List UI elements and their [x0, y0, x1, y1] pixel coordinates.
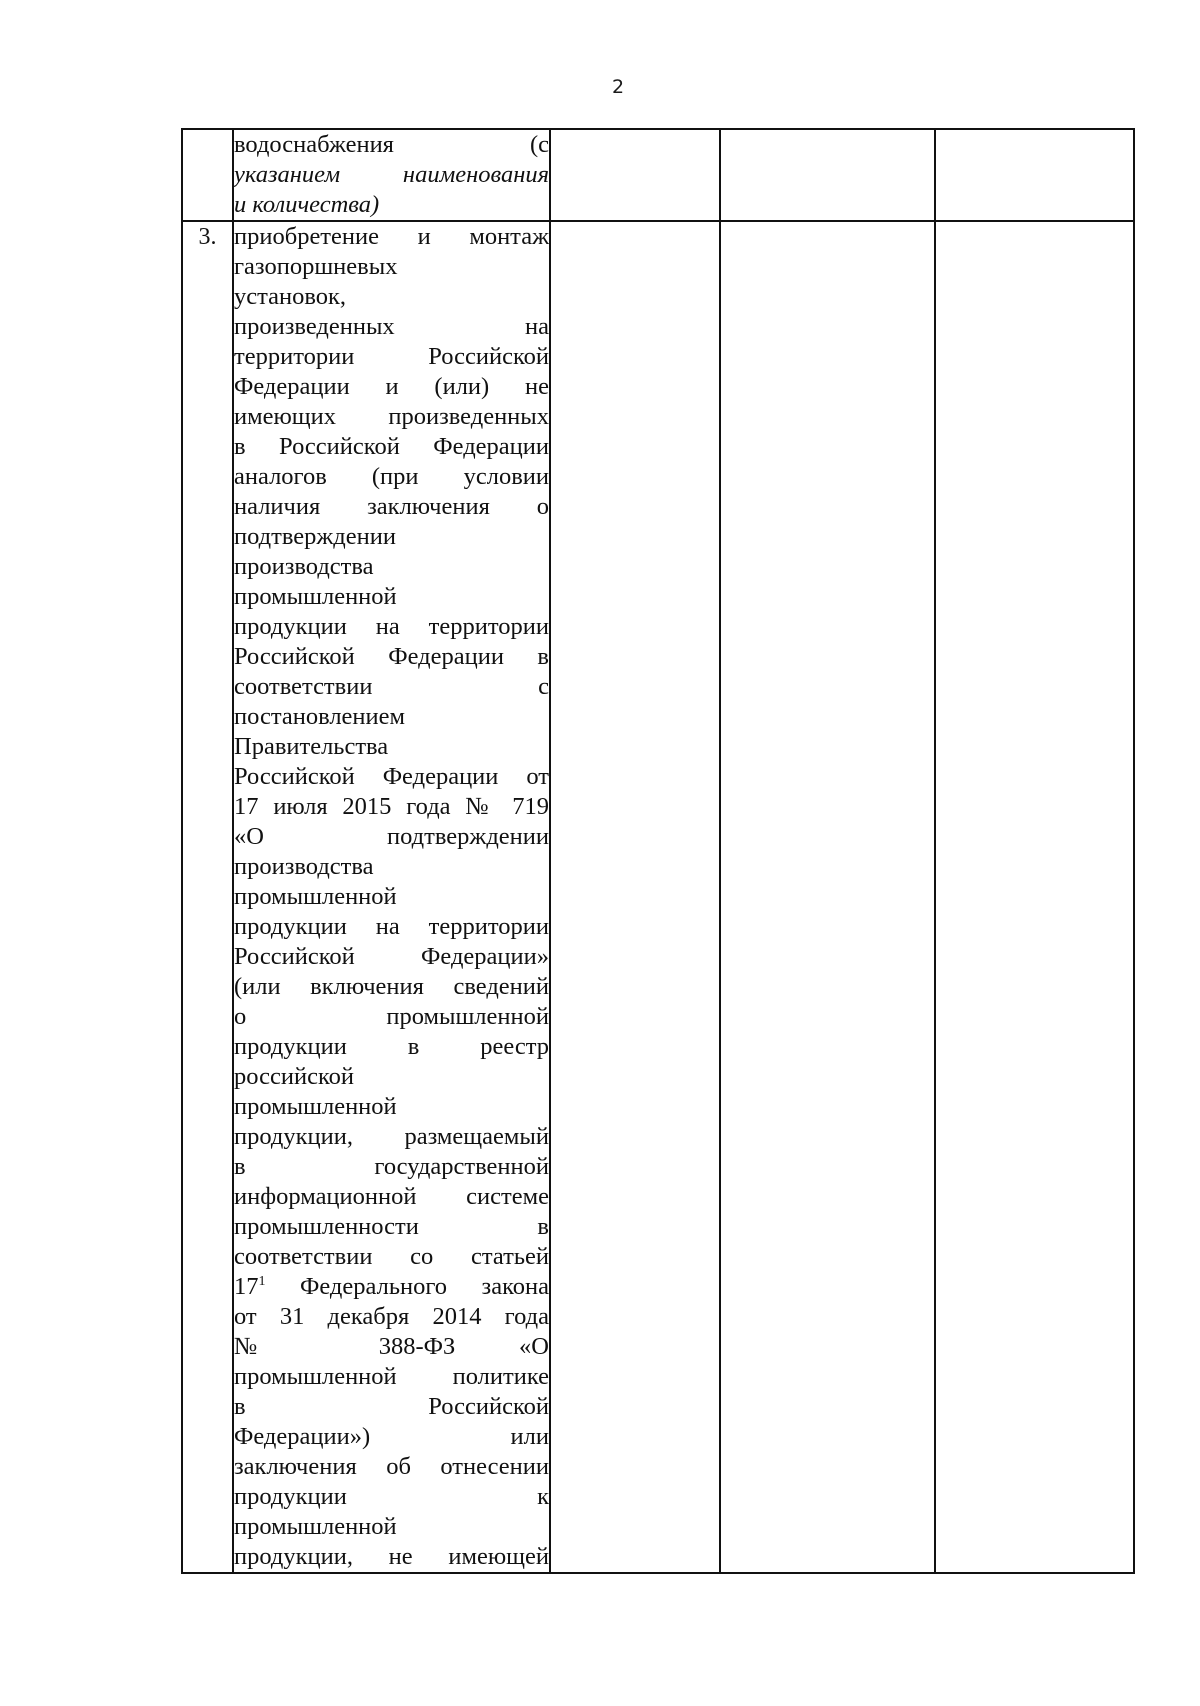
- text-line: [234, 1212, 549, 1242]
- description-cell: [233, 221, 550, 1573]
- text-line: [234, 402, 549, 432]
- text-line: [234, 1482, 549, 1512]
- text-line: [234, 1122, 549, 1152]
- superscript: 1: [258, 1274, 266, 1289]
- column-3-cell: [550, 221, 720, 1573]
- text-segment: имеющих произведенных: [234, 403, 549, 430]
- text-segment: заключения об отнесении: [234, 1453, 549, 1480]
- text-line: [234, 672, 549, 702]
- text-line: [234, 612, 549, 642]
- text-segment: Российской Федерации»: [234, 943, 549, 970]
- text-line: [234, 522, 549, 552]
- text-line: [234, 642, 549, 672]
- text-segment: промышленной: [234, 1513, 397, 1540]
- text-line: [234, 1242, 549, 1272]
- text-segment: промышленной: [234, 1093, 397, 1120]
- text-segment: Федерации и (или) не: [234, 373, 549, 400]
- text-line: [234, 252, 549, 282]
- text-line: [234, 1062, 549, 1092]
- text-segment: Российской Федерации в: [234, 643, 549, 670]
- text-segment: продукции, не имеющей: [234, 1543, 549, 1570]
- text-line: [234, 1512, 549, 1542]
- text-line: [234, 1332, 549, 1362]
- text-line: [234, 792, 549, 822]
- text-segment: Правительства: [234, 733, 389, 760]
- description-cell: [233, 129, 550, 221]
- text-line: [234, 1452, 549, 1482]
- text-line: [234, 432, 549, 462]
- text-line: [234, 1272, 549, 1302]
- text-segment: информационной системе: [234, 1183, 549, 1210]
- text-line: [234, 582, 549, 612]
- text-segment: промышленной: [234, 583, 397, 610]
- column-4-cell: [720, 129, 935, 221]
- text-segment: 17 июля 2015 года № 719: [234, 793, 549, 820]
- text-segment: о промышленной: [234, 1003, 549, 1030]
- text-segment: произведенных на: [234, 313, 549, 340]
- text-line: [234, 912, 549, 942]
- column-4-cell: [720, 221, 935, 1573]
- text-line: [234, 552, 549, 582]
- text-segment: «О подтверждении: [234, 823, 549, 850]
- text-line: [234, 1362, 549, 1392]
- text-segment: установок,: [234, 283, 347, 310]
- text-line: [234, 282, 549, 312]
- column-3-cell: [550, 129, 720, 221]
- text-line: [234, 372, 549, 402]
- text-segment: продукции, размещаемый: [234, 1123, 549, 1150]
- description-lines: [234, 222, 549, 1572]
- text-segment: продукции в реестр: [234, 1033, 549, 1060]
- text-line: [234, 130, 549, 160]
- text-line: [234, 462, 549, 492]
- text-line: [234, 882, 549, 912]
- text-line: [234, 822, 549, 852]
- text-segment: соответствии с: [234, 673, 549, 700]
- text-segment: Российской Федерации от: [234, 763, 549, 790]
- text-segment: постановлением: [234, 703, 406, 730]
- text-line: [234, 702, 549, 732]
- table-row-3: [182, 221, 1134, 1573]
- text-segment: 17: [234, 1273, 259, 1300]
- text-line: [234, 1032, 549, 1062]
- text-segment: в государственной: [234, 1153, 549, 1180]
- text-segment: российской: [234, 1063, 354, 1090]
- text-segment: продукции на территории: [234, 613, 549, 640]
- text-line: [234, 972, 549, 1002]
- text-segment: в Российской: [234, 1393, 549, 1420]
- text-segment: водоснабжения (с: [234, 131, 549, 158]
- text-line: [234, 1152, 549, 1182]
- text-segment: указанием наименования: [234, 161, 549, 188]
- text-line: [234, 762, 549, 792]
- text-line: [234, 222, 549, 252]
- text-segment: Федерации») или: [234, 1423, 549, 1450]
- text-line: [234, 492, 549, 522]
- text-segment: аналогов (при условии: [234, 463, 549, 490]
- text-segment: территории Российской: [234, 343, 549, 370]
- text-line: [234, 160, 549, 190]
- text-line: [234, 190, 549, 220]
- column-5-cell: [935, 221, 1134, 1573]
- text-segment: промышленности в: [234, 1213, 549, 1240]
- text-segment: (или включения сведений: [234, 973, 549, 1000]
- text-segment: от 31 декабря 2014 года: [234, 1303, 549, 1330]
- text-segment: в Российской Федерации: [234, 433, 549, 460]
- text-segment: продукции на территории: [234, 913, 549, 940]
- row-number-cell: [182, 129, 233, 221]
- text-segment: промышленной политике: [234, 1363, 549, 1390]
- text-segment: и количества): [234, 191, 380, 218]
- text-line: [234, 1002, 549, 1032]
- column-5-cell: [935, 129, 1134, 221]
- page-number: 2: [611, 76, 625, 98]
- text-line: [234, 1542, 549, 1572]
- text-line: [234, 1422, 549, 1452]
- text-segment: Федерального закона: [265, 1273, 549, 1300]
- text-line: [234, 852, 549, 882]
- text-segment: производства: [234, 853, 374, 880]
- text-segment: продукции к: [234, 1483, 549, 1510]
- text-segment: наличия заключения о: [234, 493, 549, 520]
- text-segment: приобретение и монтаж: [234, 223, 549, 250]
- text-line: [234, 942, 549, 972]
- text-line: [234, 1092, 549, 1122]
- text-segment: газопоршневых: [234, 253, 398, 280]
- text-line: [234, 1302, 549, 1332]
- text-segment: соответствии со статьей: [234, 1243, 549, 1270]
- text-segment: № 388-ФЗ «О: [234, 1333, 549, 1360]
- requirements-table: [181, 128, 1135, 1574]
- text-segment: подтверждении: [234, 523, 396, 550]
- text-line: [234, 1392, 549, 1422]
- table-row-continued: [182, 129, 1134, 221]
- description-lines: [234, 130, 549, 220]
- text-segment: промышленной: [234, 883, 397, 910]
- text-segment: производства: [234, 553, 374, 580]
- text-line: [234, 1182, 549, 1212]
- text-line: [234, 312, 549, 342]
- text-line: [234, 732, 549, 762]
- row-number-cell: 3.: [182, 221, 233, 1573]
- text-line: [234, 342, 549, 372]
